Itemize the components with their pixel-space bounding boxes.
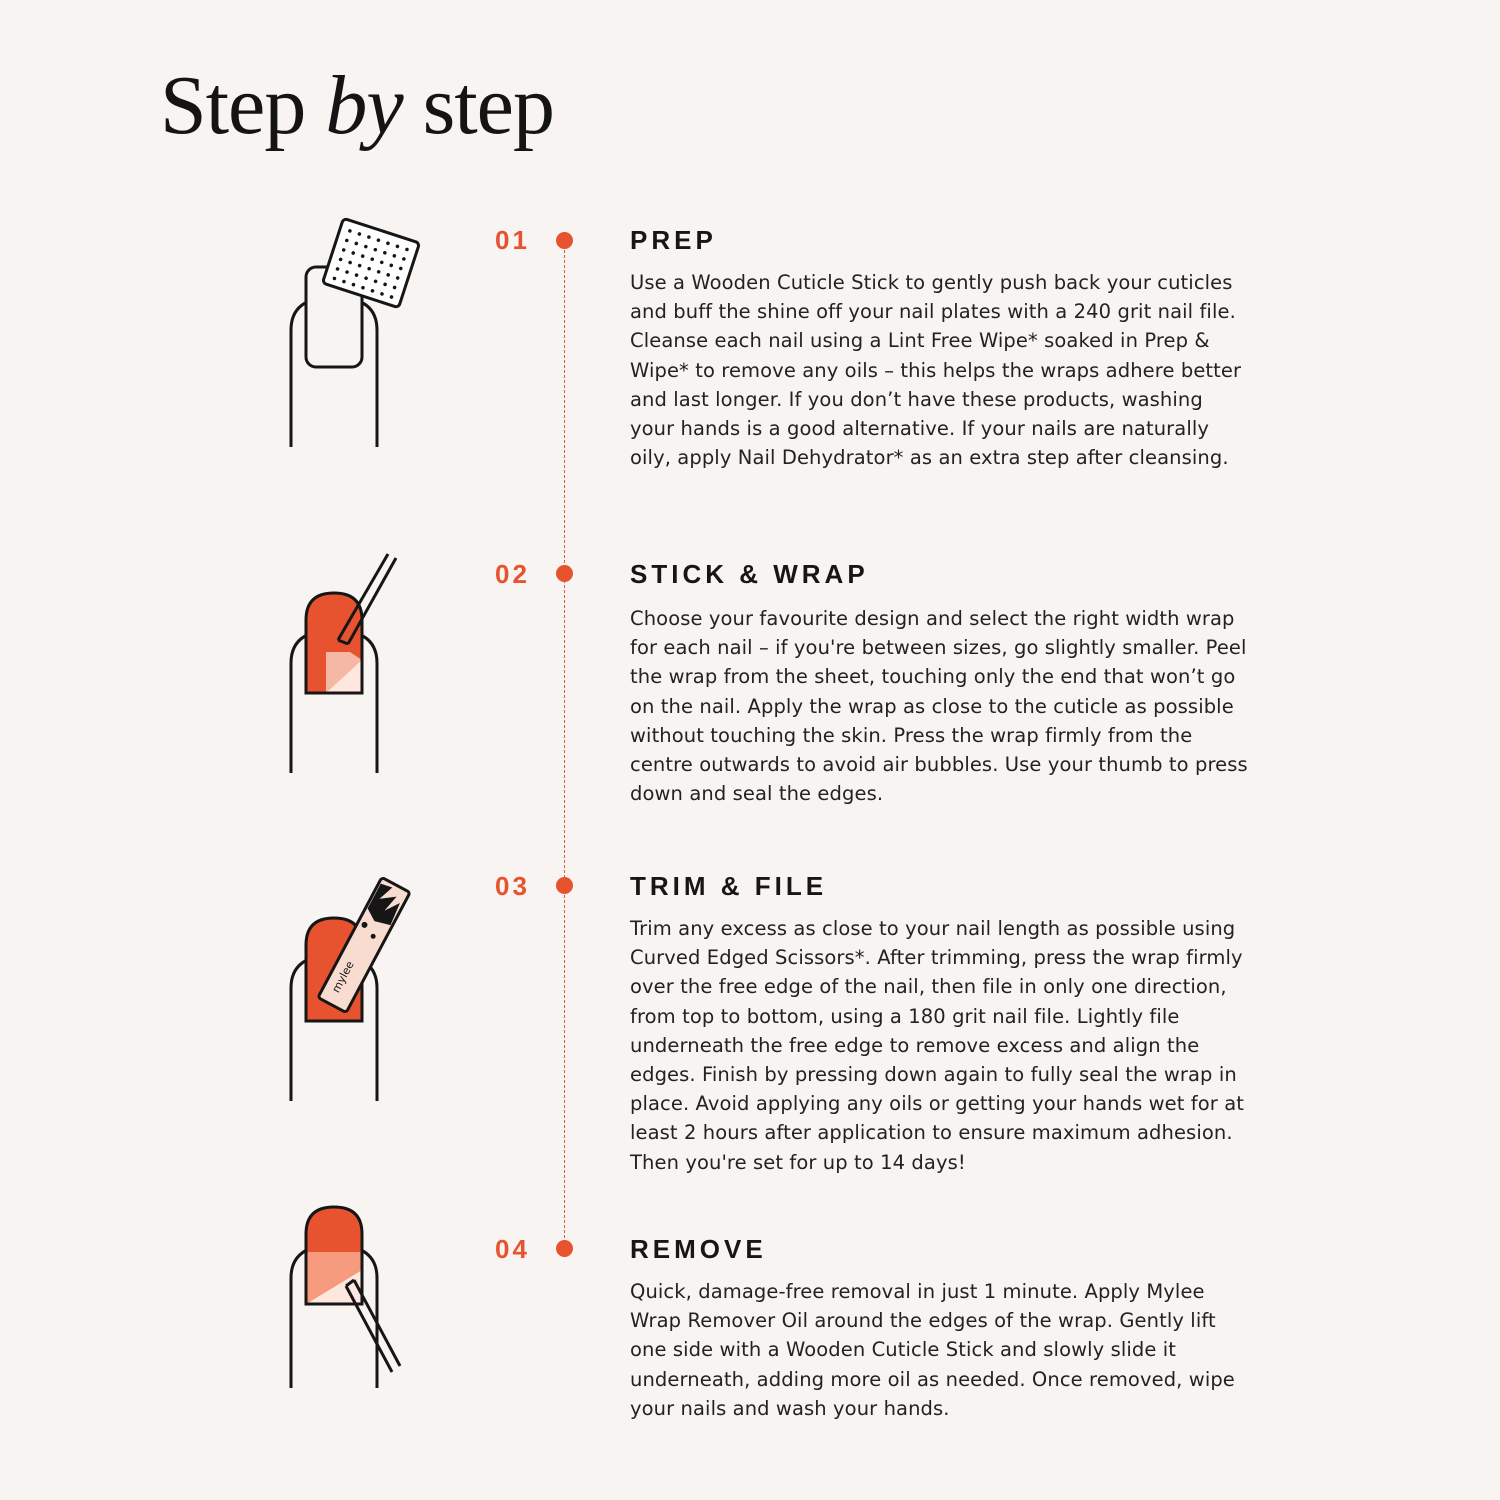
finger-with-wrap-and-stick-icon bbox=[280, 548, 430, 778]
finger-removing-wrap-icon bbox=[280, 1200, 430, 1395]
timeline-dot bbox=[556, 565, 573, 582]
step-heading: REMOVE bbox=[630, 1234, 767, 1264]
timeline-line bbox=[564, 240, 565, 1248]
step-description: Choose your favourite design and select the right width wrap for each nail – if you're between sizes, go slightly smaller. Peel the wrap from the sheet, touching only the end that won’t go on the nail. Apply the wrap as close to the cuticle as possible without touching the skin. Press the wrap firmly from the centre outwards to avoid air bubbles. Use your thumb to press down and seal the edges. bbox=[630, 607, 1248, 806]
step-number: 03 bbox=[495, 871, 530, 901]
step-description: Trim any excess as close to your nail length as possible using Curved Edged Scissors*. After trimming, press the wrap firmly over the free edge of the nail, then file in only one direction, from top to bottom, using a 180 grit nail file. Lightly file underneath the free edge to remove excess and align the edges. Finish by pressing down again to fully seal the wrap in place. Avoid applying any oils or getting your hands wet for at least 2 hours after application to ensure maximum adhesion. Then you're set for up to 14 days! bbox=[630, 917, 1245, 1174]
timeline-dot bbox=[556, 232, 573, 249]
finger-with-lint-wipe-icon bbox=[280, 215, 430, 455]
step-description: Quick, damage-free removal in just 1 minute. Apply Mylee Wrap Remover Oil around the edges of the wrap. Gently lift one side with a Wooden Cuticle Stick and slowly slide it underneath, adding more oil as needed. Once removed, wipe your nails and wash your hands. bbox=[630, 1280, 1235, 1420]
timeline-dot bbox=[556, 877, 573, 894]
finger-with-nail-file-icon bbox=[280, 873, 430, 1105]
file-brand-label: mylee bbox=[329, 958, 357, 995]
step-number: 01 bbox=[495, 225, 530, 255]
step-heading: TRIM & FILE bbox=[630, 871, 828, 901]
timeline-dot bbox=[556, 1240, 573, 1257]
step-heading: STICK & WRAP bbox=[630, 559, 869, 589]
step-heading: PREP bbox=[630, 225, 717, 255]
page-title: Step by step bbox=[160, 59, 554, 152]
step-number: 02 bbox=[495, 559, 530, 589]
step-description: Use a Wooden Cuticle Stick to gently push back your cuticles and buff the shine off your nail plates with a 240 grit nail file. Cleanse each nail using a Lint Free Wipe* soaked in Prep & Wipe* to remove any oils – this helps the wraps adhere better and last longer. If you don’t have these products, washing your hands is a good alternative. If your nails are naturally oily, apply Nail Dehydrator* as an extra step after cleansing. bbox=[630, 271, 1242, 470]
step-number: 04 bbox=[495, 1234, 530, 1264]
